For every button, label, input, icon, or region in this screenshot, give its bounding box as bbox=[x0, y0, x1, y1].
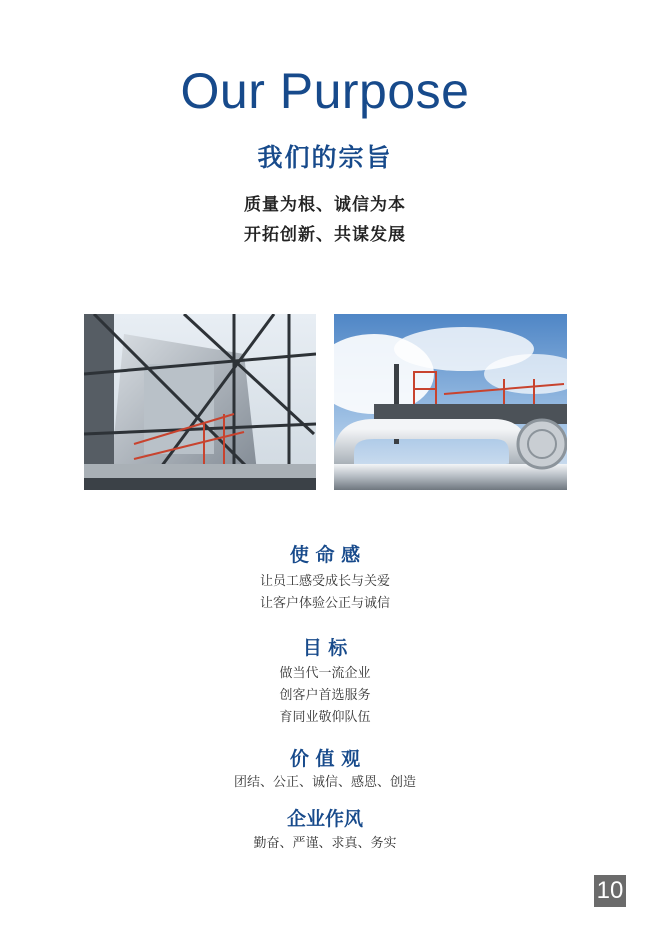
industrial-plant-photo bbox=[84, 314, 316, 490]
section-goal-title: 目 标 bbox=[302, 637, 348, 659]
page-title: Our Purpose bbox=[180, 63, 470, 119]
section-goal-line: 育同业敬仰队伍 bbox=[279, 710, 371, 725]
motto-line-1: 质量为根、诚信为本 bbox=[244, 195, 406, 215]
section-mission-line: 让客户体验公正与诚信 bbox=[259, 596, 390, 611]
industrial-pipes-photo bbox=[334, 314, 567, 490]
page-number: 10 bbox=[594, 875, 626, 907]
motto-line-2: 开拓创新、共谋发展 bbox=[244, 225, 406, 245]
section-style-title: 企业作风 bbox=[286, 808, 363, 830]
section-goal-line: 创客户首选服务 bbox=[279, 688, 371, 703]
section-values-line: 团结、公正、诚信、感恩、创造 bbox=[233, 775, 416, 790]
section-mission-line: 让员工感受成长与关爱 bbox=[259, 574, 390, 589]
page-subtitle: 我们的宗旨 bbox=[257, 143, 393, 172]
section-style-line: 勤奋、严谨、求真、务实 bbox=[253, 836, 397, 851]
section-values-title: 价 值 观 bbox=[289, 748, 361, 770]
section-mission-title: 使 命 感 bbox=[289, 544, 361, 566]
section-goal-line: 做当代一流企业 bbox=[279, 666, 371, 681]
